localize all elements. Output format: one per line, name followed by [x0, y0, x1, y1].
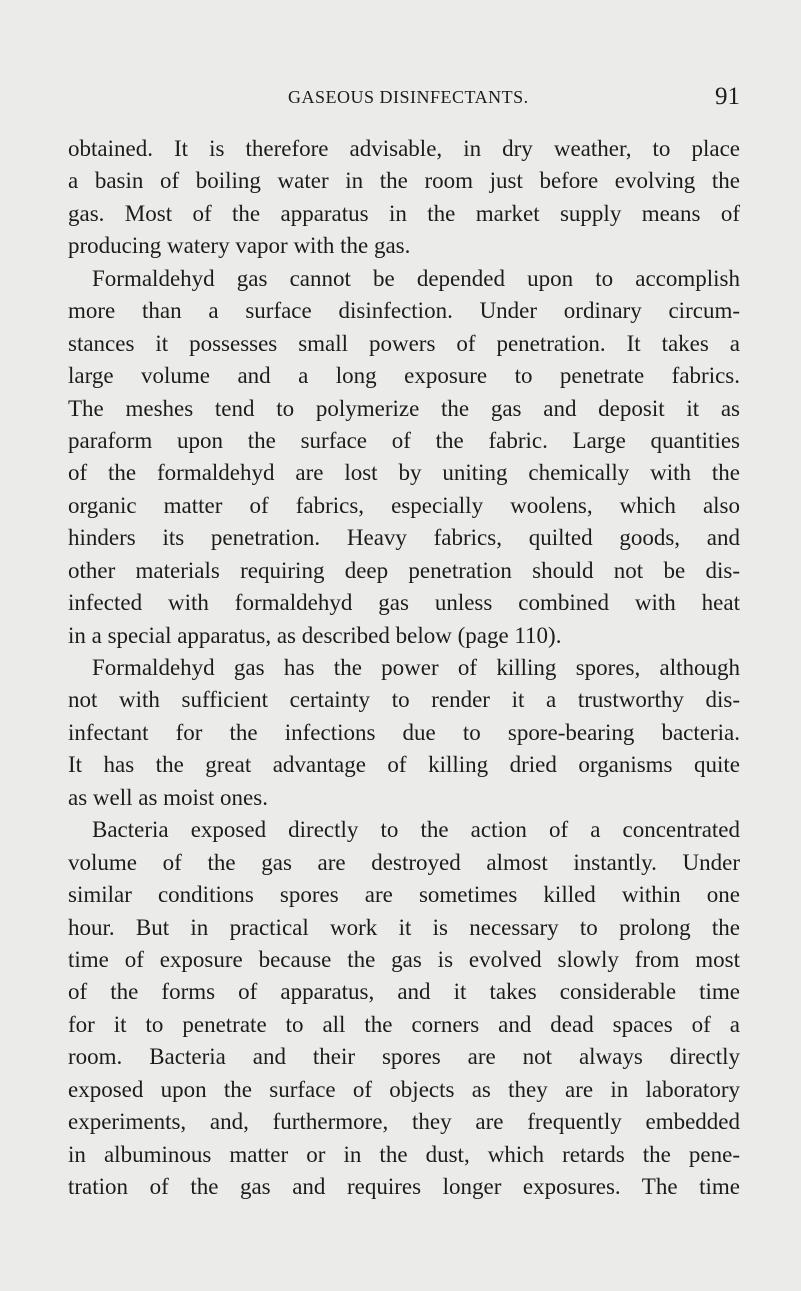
text-line: for it to penetrate to all the corners and dead spaces of a: [68, 1011, 740, 1037]
text-line: of the formaldehyd are lost by uniting chemically with the: [68, 460, 740, 486]
text-line: volume of the gas are destroyed almost instantly. Under: [68, 849, 740, 875]
text-line: stances it possesses small powers of penetration. It takes a: [68, 330, 740, 356]
text-line: It has the great advantage of killing dried organisms quite: [68, 752, 740, 778]
text-line: more than a surface disinfection. Under ordinary circum-: [68, 298, 740, 324]
text-line: in albuminous matter or in the dust, which retards the pene-: [68, 1141, 740, 1167]
text-line: time of exposure because the gas is evolved slowly from most: [68, 946, 740, 972]
text-line: experiments, and, furthermore, they are frequently embedded: [68, 1109, 740, 1135]
text-line: paraform upon the surface of the fabric. Large quantities: [68, 427, 740, 453]
text-line: producing watery vapor with the gas.: [68, 233, 411, 259]
text-line: infected with formaldehyd gas unless combined with heat: [68, 590, 740, 616]
text-line: as well as moist ones.: [68, 784, 268, 810]
text-line: hour. But in practical work it is necessary to prolong the: [68, 914, 740, 940]
text-line: exposed upon the surface of objects as they are in laboratory: [68, 1076, 740, 1102]
text-line: The meshes tend to polymerize the gas and deposit it as: [68, 395, 740, 421]
text-line: hinders its penetration. Heavy fabrics, quilted goods, and: [68, 525, 740, 551]
text-line: organic matter of fabrics, especially woolens, which also: [68, 492, 740, 518]
text-line: a basin of boiling water in the room just before evolving the: [68, 168, 740, 194]
text-line: infectant for the infections due to spore-bearing bacteria.: [68, 719, 740, 745]
text-line: other materials requiring deep penetration should not be dis-: [68, 557, 740, 583]
running-header: [68, 85, 740, 115]
text-line: in a special apparatus, as described below (page 110).: [68, 622, 562, 648]
body-text: [68, 133, 740, 1203]
paragraph-first-line: Bacteria exposed directly to the action of a concentrated: [92, 817, 740, 843]
text-line: tration of the gas and requires longer exposures. The time: [68, 1174, 740, 1199]
page-number: 91: [715, 83, 740, 110]
text-line: not with sufficient certainty to render it a trustworthy dis-: [68, 687, 740, 713]
text-line: large volume and a long exposure to penetrate fabrics.: [68, 363, 740, 389]
paragraph-first-line: Formaldehyd gas cannot be depended upon to accomplish: [92, 265, 740, 291]
paragraph-first-line: Formaldehyd gas has the power of killing spores, although: [92, 655, 740, 680]
text-line: obtained. It is therefore advisable, in dry weather, to place: [68, 136, 740, 161]
text-line: similar conditions spores are sometimes killed within one: [68, 882, 740, 908]
text-line: of the forms of apparatus, and it takes considerable time: [68, 979, 740, 1005]
text-line: room. Bacteria and their spores are not always directly: [68, 1044, 740, 1070]
chapter-title: GASEOUS DISINFECTANTS.: [288, 87, 529, 107]
text-line: gas. Most of the apparatus in the market supply means of: [68, 200, 740, 226]
